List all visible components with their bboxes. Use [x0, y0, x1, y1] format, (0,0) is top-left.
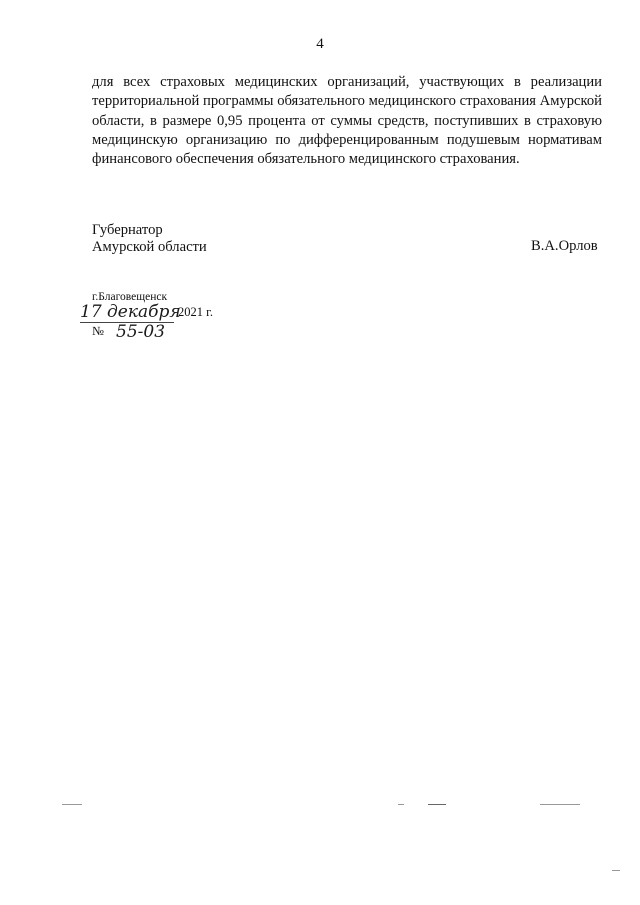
date-year: 2021 г.: [178, 305, 213, 319]
scan-speck: [398, 804, 404, 805]
scan-speck: [62, 804, 82, 805]
signature-name: В.А.Орлов: [531, 238, 598, 254]
scan-speck: [540, 804, 580, 805]
place: г.Благовещенск: [92, 291, 168, 303]
page-number: 4: [316, 36, 324, 52]
body-text: для всех страховых медицинских организаций, участвующих в реализации территориальной программы обязательного медицинского страхования Амурской области, в размере 0,95 процента от суммы средств, поступивших в страховую медицинскую организацию по дифференцированным подушевым нормативам финансового обеспечения обязательного медицинского страхования.: [92, 74, 602, 168]
scan-speck: [612, 870, 620, 871]
registration-line: [92, 322, 292, 348]
body-paragraph: [92, 73, 602, 169]
handwritten-date: 17 декабря: [80, 302, 181, 322]
handwritten-number: 55-03: [116, 322, 166, 342]
scan-speck: [428, 804, 446, 805]
signature-title-line2: Амурской области: [92, 239, 207, 255]
signature-title: [92, 222, 207, 256]
number-sign: №: [92, 324, 104, 338]
signature-title-line1: Губернатор: [92, 222, 163, 238]
